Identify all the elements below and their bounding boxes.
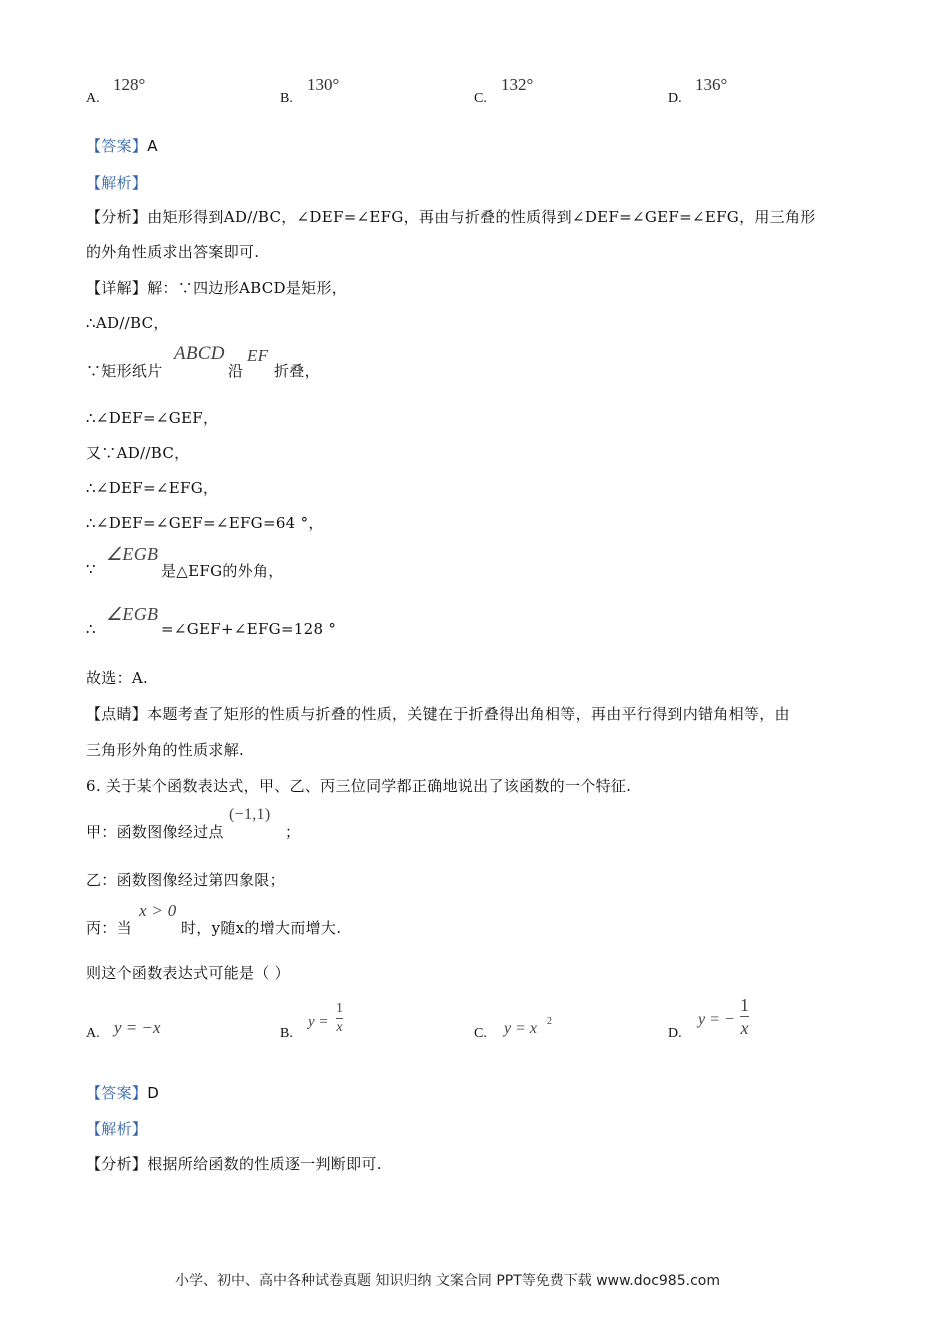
fraction-bar <box>336 1018 343 1019</box>
option-value: 132° <box>501 75 534 94</box>
option-value: 136° <box>695 75 728 94</box>
q5-conclusion: 故选：A. <box>86 669 149 687</box>
q6-option-d <box>668 996 868 1050</box>
option-math: y = −x <box>114 1018 161 1037</box>
q6-option-b <box>280 1000 460 1050</box>
q6-stem: 6. 关于某个函数表达式，甲、乙、丙三位同学都正确地说出了该函数的一个特征. <box>86 777 632 795</box>
q6-yi: 乙：函数图像经过第四象限； <box>86 871 285 889</box>
option-letter: A. <box>86 1026 100 1041</box>
step2-post: 折叠， <box>274 362 320 380</box>
q5-analysis-tag: 【解析】 <box>86 174 148 192</box>
option-math: y = x <box>504 1020 537 1037</box>
bing-pre: 丙：当 <box>86 919 132 937</box>
answer-tag: 【答案】 <box>86 137 148 155</box>
option-letter: D. <box>668 91 682 106</box>
step8-math: ∠EGB <box>106 604 159 624</box>
step2-math-ef: EF <box>247 346 269 365</box>
step7-math: ∠EGB <box>106 544 159 564</box>
q5-dianjing-line1 <box>86 703 790 724</box>
q5-xiangjie <box>86 277 347 298</box>
option-letter: C. <box>474 91 487 106</box>
option-lhs: y = <box>308 1014 329 1030</box>
step7-pre: ∵ <box>86 560 96 578</box>
option-value: 128° <box>113 75 146 94</box>
q5-step5: ∴∠DEF=∠EFG， <box>86 479 219 497</box>
q6-fenxi <box>86 1153 382 1174</box>
fraction-denominator: x <box>740 1018 749 1038</box>
fraction-numerator: 1 <box>336 1001 343 1016</box>
q5-fenxi-line1 <box>86 206 816 227</box>
bing-post: 时，y随x的增大而增大. <box>181 919 342 937</box>
q5-step4: 又∵AD//BC， <box>86 444 190 462</box>
fenxi-text: 根据所给函数的性质逐一判断即可. <box>147 1155 382 1173</box>
xiangjie-tag: 【详解】 <box>86 279 148 297</box>
option-letter: C. <box>474 1026 487 1041</box>
answer-tag: 【答案】 <box>86 1084 148 1102</box>
step7-post: 是△EFG的外角， <box>161 562 284 580</box>
fraction-numerator: 1 <box>740 995 749 1015</box>
q6-option-c <box>474 1000 654 1050</box>
q5-dianjing-line2: 三角形外角的性质求解. <box>86 741 245 759</box>
jia-post: ； <box>285 823 301 841</box>
step2-pre: ∵矩形纸片 <box>86 362 163 380</box>
xiangjie-text: 解：∵四边形ABCD是矩形， <box>147 279 348 297</box>
q5-fenxi-line2: 的外角性质求出答案即可. <box>86 243 260 261</box>
jia-pre: 甲：函数图像经过点 <box>86 823 224 841</box>
q5-step6: ∴∠DEF=∠GEF=∠EFG=64 °， <box>86 514 324 532</box>
dianjing-text: 本题考查了矩形的性质与折叠的性质，关键在于折叠得出角相等，再由平行得到内错角相等，由 <box>147 705 790 723</box>
jia-math: (−1,1) <box>229 806 271 823</box>
answer-value: A <box>147 137 158 155</box>
q5-step3: ∴∠DEF=∠GEF， <box>86 409 219 427</box>
answer-value: D <box>147 1084 160 1102</box>
bing-math: x > 0 <box>139 901 177 920</box>
q5-step1: ∴AD//BC， <box>86 314 169 332</box>
step8-post: =∠GEF+∠EFG=128 ° <box>161 620 337 638</box>
fenxi-text: 由矩形得到AD//BC，∠DEF=∠EFG，再由与折叠的性质得到∠DEF=∠GEF=∠EFG，用三角形 <box>147 208 816 226</box>
option-letter: B. <box>280 91 293 106</box>
option-letter: A. <box>86 91 100 106</box>
page-footer: 小学、初中、高中各种试卷真题 知识归纳 文案合同 PPT等免费下载 www.doc985.com <box>175 1273 720 1289</box>
q5-answer <box>86 135 158 156</box>
q6-ask: 则这个函数表达式可能是（ ） <box>86 964 290 982</box>
option-fraction <box>740 996 749 1037</box>
option-exponent: 2 <box>547 1016 552 1027</box>
dianjing-tag: 【点睛】 <box>86 705 148 723</box>
q6-answer <box>86 1082 159 1103</box>
fraction-denominator: x <box>336 1020 343 1035</box>
fenxi-tag: 【分析】 <box>86 208 148 226</box>
option-letter: D. <box>668 1026 682 1041</box>
option-value: 130° <box>307 75 340 94</box>
fenxi-tag: 【分析】 <box>86 1155 148 1173</box>
step2-mid: 沿 <box>228 362 244 380</box>
q6-option-a <box>86 1000 266 1050</box>
option-lhs: y = − <box>698 1011 735 1028</box>
step2-math-abcd: ABCD <box>174 343 225 364</box>
step8-pre: ∴ <box>86 620 96 638</box>
option-letter: B. <box>280 1026 293 1041</box>
q6-analysis-tag: 【解析】 <box>86 1120 148 1138</box>
fraction-bar <box>740 1016 749 1017</box>
option-fraction <box>336 1002 343 1035</box>
